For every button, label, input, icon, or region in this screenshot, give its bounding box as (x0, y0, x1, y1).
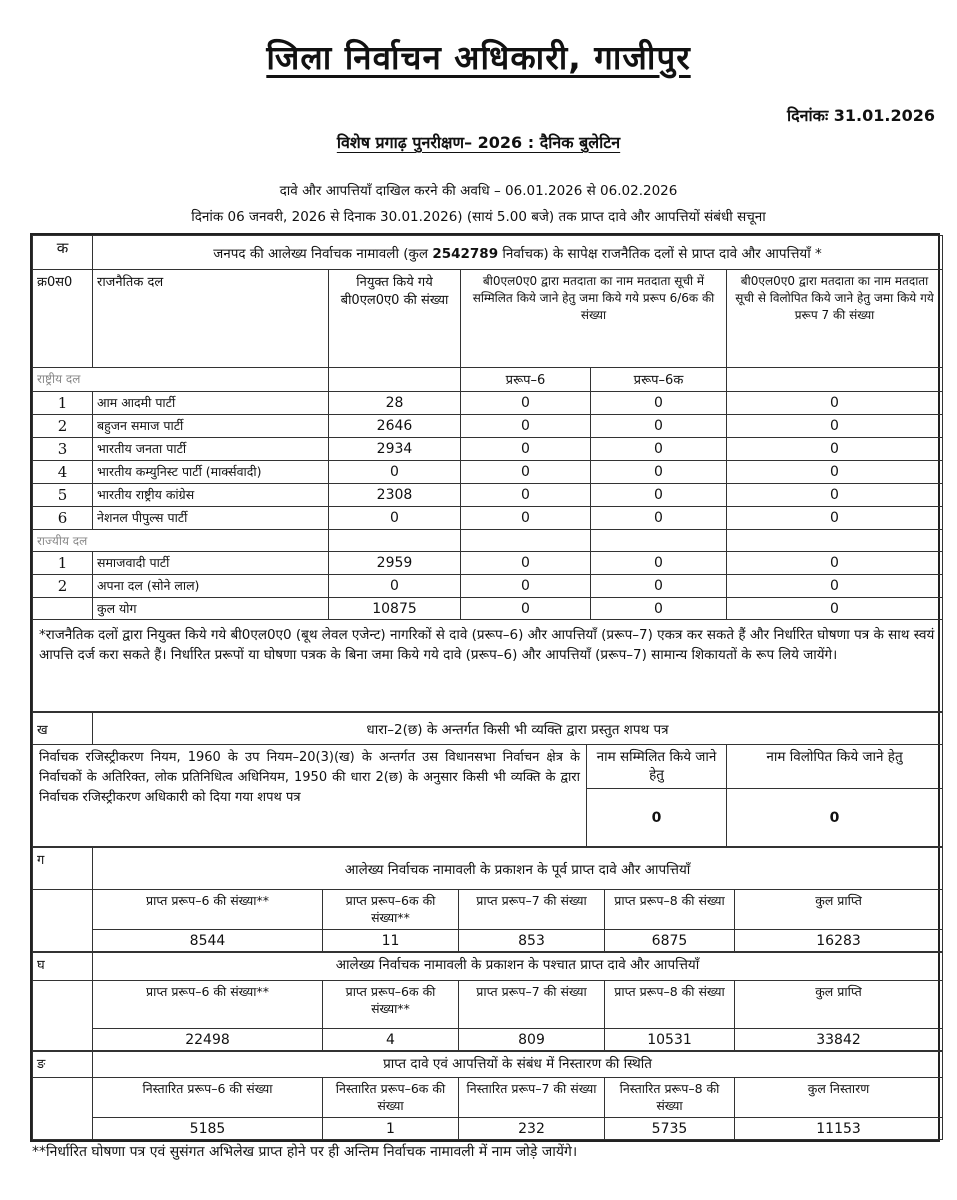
table-row: 4 भारतीय कम्युनिस्ट पार्टी (मार्क्सवादी) 0 0 0 0 (33, 461, 943, 484)
section-gha-heading: आलेख्य निर्वाचक नामावली के प्रकाशन के पश्चात प्राप्त दावे और आपत्तियाँ (93, 953, 943, 981)
col-delete-header: बी0एल0ए0 द्वारा मतदाता का नाम मतदाता सूची से विलोपित किये जाने हेतु जमा किये गये प्ररूप 7 की संख्या (727, 270, 943, 368)
national-parties-label: राष्ट्रीय दल (33, 368, 329, 392)
bulletin-date: दिनांकः 31.01.2026 (787, 106, 935, 125)
table-row: 2 बहुजन समाज पार्टी 2646 0 0 0 (33, 415, 943, 438)
total-row: कुल योग 10875 0 0 0 (33, 598, 943, 620)
gha-header: कुल प्राप्ति (735, 981, 943, 1029)
ga-header: प्राप्त प्ररूप–8 की संख्या (605, 890, 735, 930)
table-row: 5 भारतीय राष्ट्रीय कांग्रेस 2308 0 0 0 (33, 484, 943, 507)
col-party-header: राजनैतिक दल (93, 270, 329, 368)
section-ka-label: क (33, 236, 93, 270)
page-title: जिला निर्वाचन अधिकारी, गाजीपुर (266, 38, 691, 77)
ga-header: प्राप्त प्ररूप–7 की संख्या (459, 890, 605, 930)
ga-header: कुल प्राप्ति (735, 890, 943, 930)
bulletin-subtitle: विशेष प्रगाढ़ पुनरीक्षण– 2026 : दैनिक बुलेटिन (336, 133, 621, 152)
table-row: 6 नेशनल पीपुल्स पार्टी 0 0 0 0 (33, 507, 943, 530)
gha-header: प्राप्त प्ररूप–8 की संख्या (605, 981, 735, 1029)
section-nga-label: ङ (33, 1052, 93, 1078)
bla-note: *राजनैतिक दलों द्वारा नियुक्त किये गये बी0एल0ए0 (बूथ लेवल एजेन्ट) नागरिकों से दावे (प्ररूप–6) और आपत्तियाँ (प्ररूप–7) एकत्र कर सकते हैं और निर्धारित घोषणा पत्र के साथ स्वयं आपत्ति दर्ज करा सकते हैं। निर्धारित प्ररूपों या घोषणा पत्रक के बिना जमा किये गये दावे (प्ररूप–6) और आपत्तियाँ (प्ररूप–7) सामान्य शिकायतों के रूप लिये जायेंगे। (33, 620, 943, 712)
section-nga-table (32, 1051, 943, 1140)
gha-header: प्राप्त प्ररूप–7 की संख्या (459, 981, 605, 1029)
section-ka-heading: जनपद की आलेख्य निर्वाचक नामावली (कुल 2542789 निर्वाचक) के सापेक्ष राजनैतिक दलों से प्राप्त दावे और आपत्तियाँ * (93, 236, 943, 270)
bulletin-sheet (30, 233, 940, 1142)
section-gha-table (32, 952, 943, 1051)
affidavit-include-value: 0 (587, 789, 727, 847)
section-ga-heading: आलेख्य निर्वाचक नामावली के प्रकाशन के पूर्व प्राप्त दावे और आपत्तियाँ (93, 848, 943, 890)
nga-header: निस्तारित प्ररूप–6 की संख्या (93, 1078, 323, 1118)
form6k-subheader: प्ररूप–6क (591, 368, 727, 392)
section-kha-table (32, 712, 943, 847)
ga-header: प्राप्त प्ररूप–6 की संख्या** (93, 890, 323, 930)
section-kha-heading: धारा–2(छ) के अन्तर्गत किसी भी व्यक्ति द्वारा प्रस्तुत शपथ पत्र (93, 713, 943, 745)
section-ga-label: ग (33, 848, 93, 890)
nga-header: निस्तारित प्ररूप–8 की संख्या (605, 1078, 735, 1118)
nga-header: निस्तारित प्ररूप–6क की संख्या (323, 1078, 459, 1118)
section-ka-table (32, 235, 943, 712)
col-include-header: बी0एल0ए0 द्वारा मतदाता का नाम मतदाता सूची में सम्मिलित किये जाने हेतु जमा किये गये प्ररूप 6/6क की संख्या (461, 270, 727, 368)
table-row: 22498 4 809 10531 33842 (33, 1029, 943, 1051)
form6-subheader: प्ररूप–6 (461, 368, 591, 392)
table-row: 2 अपना दल (सोने लाल) 0 0 0 0 (33, 575, 943, 598)
affidavit-delete-value: 0 (727, 789, 943, 847)
col-bla-header: नियुक्त किये गये बी0एल0ए0 की संख्या (329, 270, 461, 368)
nga-header: निस्तारित प्ररूप–7 की संख्या (459, 1078, 605, 1118)
gha-header: प्राप्त प्ररूप–6 की संख्या** (93, 981, 323, 1029)
gha-header: प्राप्त प्ररूप–6क की संख्या** (323, 981, 459, 1029)
affidavit-text: निर्वाचक रजिस्ट्रीकरण नियम, 1960 के उप नियम–20(3)(ख) के अन्तर्गत उस विधानसभा निर्वाचन क्षेत्र के निर्वाचकों के अतिरिक्त, लोक प्रतिनिधित्व अधिनियम, 1950 की धारा 2(छ) के अनुसार किसी भी व्यक्ति के द्वारा निर्वाचक रजिस्ट्रीकरण अधिकारी को दिया गया शपथ पत्र (33, 745, 587, 847)
footer-note: **निर्धारित घोषणा पत्र एवं सुसंगत अभिलेख प्राप्त होने पर ही अन्तिम निर्वाचक नामावली में नाम जोड़े जायेंगे। (32, 1144, 578, 1160)
nga-header: कुल निस्तारण (735, 1078, 943, 1118)
section-nga-heading: प्राप्त दावे एवं आपत्तियों के संबंध में निस्तारण की स्थिति (93, 1052, 943, 1078)
table-row: 1 समाजवादी पार्टी 2959 0 0 0 (33, 552, 943, 575)
section-gha-label: घ (33, 953, 93, 981)
section-ga-table (32, 847, 943, 952)
include-header: नाम सम्मिलित किये जाने हेतु (587, 745, 727, 789)
table-row: 8544 11 853 6875 16283 (33, 930, 943, 952)
report-range: दिनांक 06 जनवरी, 2026 से दिनाक 30.01.2026) (सायं 5.00 बजे) तक प्राप्त दावे और आपत्तियों संबंधी सचूना (191, 209, 766, 225)
col-serial-header: क्र0स0 (33, 270, 93, 368)
state-parties-label: राज्यीय दल (33, 530, 329, 552)
section-kha-label: ख (33, 713, 93, 745)
ga-header: प्राप्त प्ररूप–6क की संख्या** (323, 890, 459, 930)
claim-period: दावे और आपत्तियाँ दाखिल करने की अवधि – 06.01.2026 से 06.02.2026 (279, 183, 678, 199)
delete-header: नाम विलोपित किये जाने हेतु (727, 745, 943, 789)
table-row: 5185 1 232 5735 11153 (33, 1118, 943, 1140)
table-row: 3 भारतीय जनता पार्टी 2934 0 0 0 (33, 438, 943, 461)
table-row: 1 आम आदमी पार्टी 28 0 0 0 (33, 392, 943, 415)
